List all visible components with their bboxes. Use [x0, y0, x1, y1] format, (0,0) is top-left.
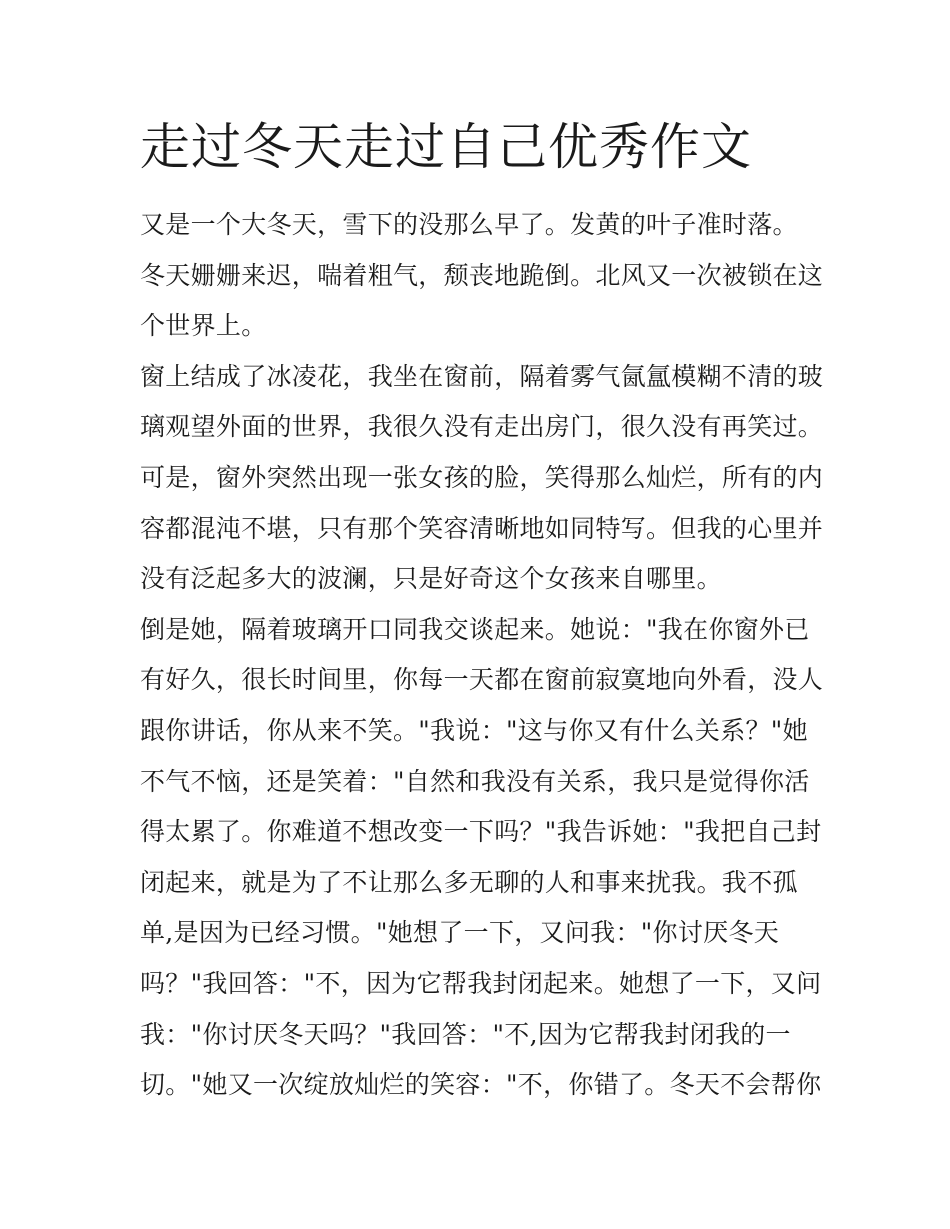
text-line: 跟你讲话，你从来不笑。"我说："这与你又有什么关系？"她 — [140, 715, 808, 745]
text-line: 有好久，很长时间里，你每一天都在窗前寂寞地向外看，没人 — [140, 665, 824, 695]
text-line: 窗上结成了冰凌花，我坐在窗前，隔着雾气氤氲模糊不清的玻 — [140, 361, 824, 391]
text-line: 不气不恼，还是笑着："自然和我没有关系，我只是觉得你活 — [140, 766, 810, 796]
text-line: 没有泛起多大的波澜，只是好奇这个女孩来自哪里。 — [140, 564, 722, 594]
document-title: 走过冬天走过自己优秀作文 — [140, 118, 752, 176]
essay-body — [140, 200, 830, 1111]
text-line: 又是一个大冬天，雪下的没那么早了。发黄的叶子准时落。 — [140, 210, 798, 239]
text-line: 冬天姗姗来迟，喘着粗气，颓丧地跪倒。北风又一次被锁在这 — [140, 260, 824, 290]
text-line: 璃观望外面的世界，我很久没有走出房门，很久没有再笑过。 — [140, 412, 824, 442]
text-line: 闭起来，就是为了不让那么多无聊的人和事来扰我。我不孤 — [140, 867, 798, 897]
text-line: 切。"她又一次绽放灿烂的笑容："不，你错了。冬天不会帮你 — [140, 1070, 822, 1100]
text-line: 倒是她，隔着玻璃开口同我交谈起来。她说："我在你窗外已 — [140, 614, 810, 644]
text-line: 单,是因为已经习惯。"她想了一下，又问我："你讨厌冬天 — [140, 918, 780, 948]
text-line: 我："你讨厌冬天吗？"我回答："不,因为它帮我封闭我的一 — [140, 1019, 791, 1049]
text-line: 容都混沌不堪，只有那个笑容清晰地如同特写。但我的心里并 — [140, 513, 824, 543]
text-line: 个世界上。 — [140, 311, 267, 341]
text-line: 吗？"我回答："不，因为它帮我封闭起来。她想了一下，又问 — [140, 968, 822, 998]
text-line: 得太累了。你难道不想改变一下吗？"我告诉她："我把自己封 — [140, 817, 822, 847]
text-line: 可是，窗外突然出现一张女孩的脸，笑得那么灿烂，所有的内 — [140, 462, 824, 492]
